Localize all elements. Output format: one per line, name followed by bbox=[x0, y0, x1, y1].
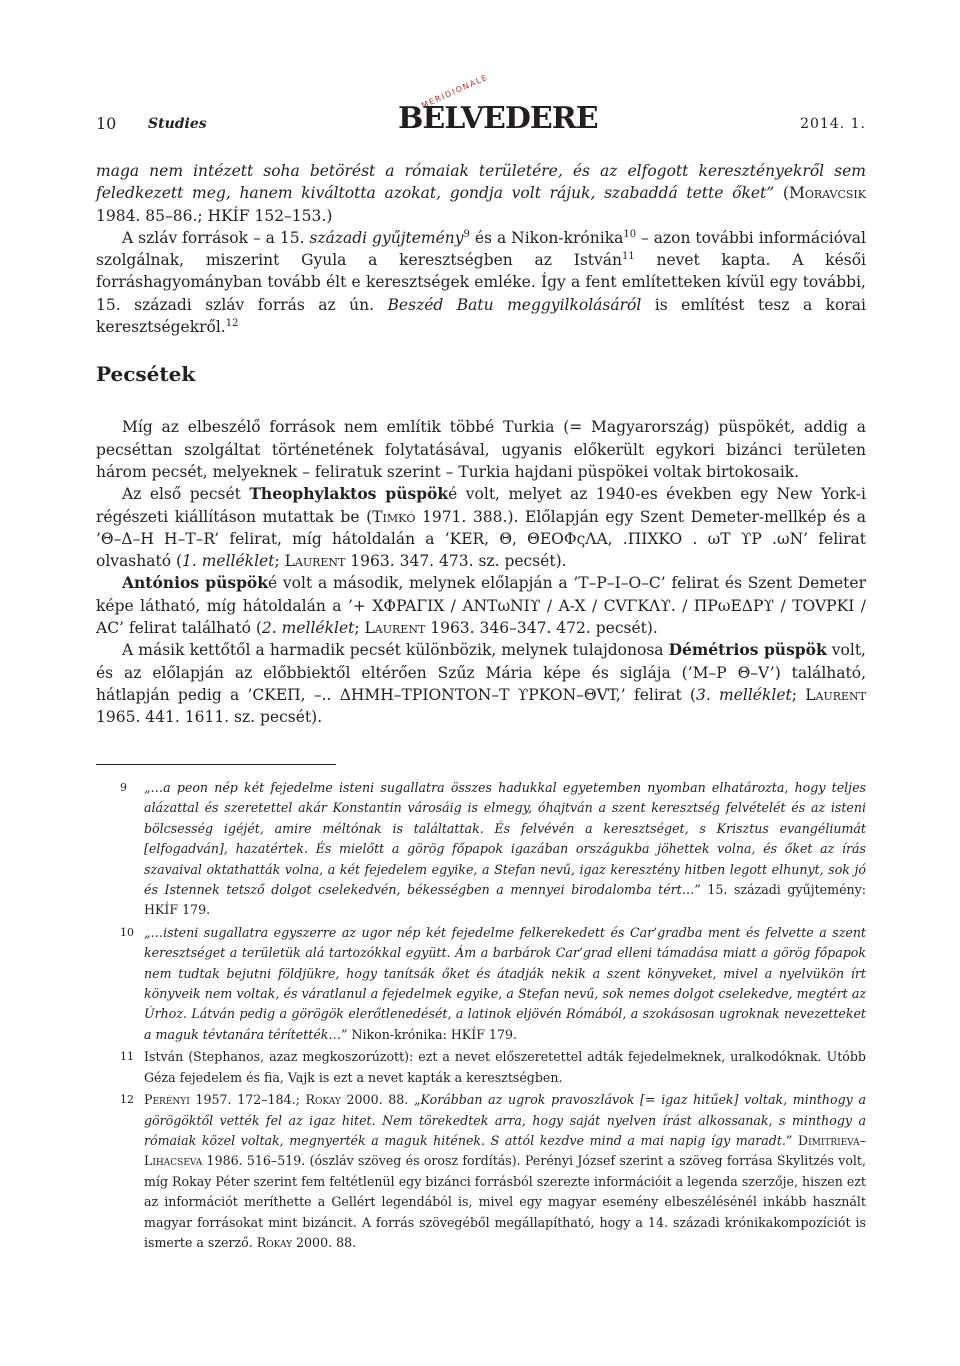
paragraph-5 bbox=[96, 572, 866, 639]
reference-author: Tιμκó bbox=[372, 507, 416, 526]
bold-name: Démétrios püspök bbox=[668, 640, 827, 660]
text-run: is említést tesz a korai keresztségekről. bbox=[96, 295, 866, 337]
paragraph-1: maga nem intézett soha betörést a rómaiak területére, és az elfogott keresztényekről sem feledkezett meg, hanem kiváltotta azokat, gondja volt rájuk, szabaddá tette őket” (Moravcsik 1984. 85–86.; HKÍF 152–153.) bbox=[96, 162, 866, 225]
footnote-number: 12 bbox=[120, 1093, 134, 1107]
reference-author: Laurent bbox=[364, 619, 426, 638]
footnote-number: 10 bbox=[120, 925, 134, 939]
reference-author: Moravcsik bbox=[788, 184, 866, 203]
footnote-text: 15. századi gyűjtemény: HKÍF 179. bbox=[144, 882, 866, 918]
source-title: Beszéd Batu meggyilkolásáról bbox=[387, 295, 642, 314]
text-run: ; bbox=[791, 685, 806, 704]
footnote-text: 1957. 172–184.; bbox=[189, 1092, 306, 1108]
running-header bbox=[96, 72, 866, 140]
footnote-ref[interactable]: 9 bbox=[463, 228, 470, 240]
reference-author: Laurent bbox=[805, 685, 866, 704]
footnote-quote: „Korábban az ugrok pravoszlávok [= igaz hitűek] voltak, minthogy a görögöktől vették fel az igaz hitet. Nem törekedtek arra, hogy saját nyelven írást alkossanak, s minthogy a rómaiak közel voltak, megnyerték a maguk hitének. S attól kezdve mind a mai napig így maradt.” bbox=[144, 1092, 866, 1148]
appendix-ref: 1. melléklet bbox=[182, 552, 275, 571]
text-run: A másik kettőtől a harmadik pecsét különbözik, melynek tulajdonosa bbox=[122, 641, 669, 660]
text-run: és a Nikon-krónika bbox=[469, 228, 624, 247]
source-title: századi gyűjtemény bbox=[309, 228, 464, 247]
footnote-quote: „…a peon nép két fejedelme isteni sugallatra összes hadukkal egyetemben nyomban elhatározta, hogy teljes alázattal és szeretettel akár Konstantin városáig is elmegy, óhajtván a szent keresztség felvételét és az isteni bölcsesség igéjét, amire méltónak is találtattak. És felvévén a keresztséget, s Krisztus evangéliumát [elfogadván], hazatértek. És mielőtt a görög főpapok igazában országukba jöhettek volna, és őket az írás szavaival oktathatták volna, a két fejedelem egyike, a Stefan nevű, igaz keresztény hitben legott elhunyt, sok jó és Istennek tetsző dolgot cselekedvén, békességben a mennyei birodalomba tért…” bbox=[144, 780, 866, 898]
reference-author: Laurent bbox=[284, 552, 346, 571]
footnote-number: 11 bbox=[120, 1050, 134, 1064]
text-run: 1971. 388.). Előlapján egy Szent Demeter-mellkép és a ’Θ–Δ–H H–T–R’ felirat, míg hátoldalán a ’KER, Θ, ΘEOΦςΛA, .ΠIXKO . ωT ϒP .ωN’ felirat olvasható ( bbox=[96, 507, 866, 571]
footnote-number: 9 bbox=[120, 781, 127, 794]
text-run: A szláv források – a 15. bbox=[122, 228, 310, 247]
text-run: ; bbox=[274, 552, 285, 571]
footnote-ref[interactable]: 12 bbox=[225, 317, 239, 329]
text-run: Az első pecsét bbox=[122, 485, 250, 504]
text-run: 1965. 441. 1611. sz. pecsét). bbox=[96, 708, 323, 727]
reference-author: Rokay bbox=[256, 1234, 293, 1250]
text-run: – azon további információval szolgálnak, miszerint Gyula a keresztségben az István bbox=[96, 228, 866, 270]
footnote-text: 2000. 88. bbox=[292, 1234, 357, 1250]
reference-text: 1984. 85–86.; HKÍF 152–153.) bbox=[96, 206, 333, 225]
footnote-11 bbox=[96, 1047, 866, 1088]
footnote-ref[interactable]: 10 bbox=[623, 228, 637, 240]
text-run: volt, és az előlapján az előbbiektől eltérően Szűz Mária képe és siglája (’M–P Θ–V’) található, hátlapján pedig a ’CKEΠ, –.. ΔHMH–TPIONTON–T ϒPKON–ΘVT,’ felirat ( bbox=[96, 641, 866, 704]
page-number: 10 bbox=[96, 114, 117, 133]
footnote-text: 2000. 88. bbox=[340, 1092, 415, 1108]
appendix-ref: 3. melléklet bbox=[695, 685, 792, 704]
text-run: é volt a második, melynek előlapján a ’T–P–I–O–C’ felirat és Szent Demeter képe látható, míg hátoldalán a ’+ XΦPAΓIX / ANTωNIϒ / A-X / CVΓKΛϒ. / ΠPωEΔPϒ / TOVPKI / AC’ felirat található ( bbox=[96, 574, 866, 638]
paragraph-2 bbox=[96, 227, 866, 338]
bold-name: Theophylaktos püspök bbox=[249, 484, 449, 504]
footnote-ref[interactable]: 11 bbox=[621, 251, 635, 263]
main-text bbox=[96, 160, 866, 729]
logo-subtext: MERIDIONALE bbox=[420, 72, 490, 111]
footnote-quote: „…isteni sugallatra egyszerre az ugor nép két fejedelme felkerekedett és Car’gradba ment és felvette a szent keresztséget a területük alá tartozókkal együtt. Ám a barbárok Car’grad elleni támadása miatt a görög főpapok nem tudtak bejutni földjükre, hogy tanítsák őket és átadják nekik a szent könyveket, mivel a nyelvükön írt könyveik nem voltak, és váratlanul a fejedelmek egyike, a Stefan nevű, sok nemes dolgot cselekedve, megtért az Úrhoz. Látván pedig a görögök elerőtlenedését, a latinok eljövén Rómából, a szokásosan ugroknak nevezetteket a maguk tévtanára térítették…” bbox=[144, 924, 866, 1042]
footnote-12 bbox=[96, 1090, 866, 1253]
reference-author: Rokay bbox=[305, 1092, 341, 1108]
footnote-text: 1986. 516–519. (ószláv szöveg és orosz fordítás). Perényi József szerint a szöveg forrása Skylitzés volt, míg Rokay Péter szerint fem feltétlenül egy bizánci forrásból szerezte információit a legenda szerzője, hiszen ezt az információt meríthette a Gellért legendából is, mivel egy magyar esemény elbeszélésénél inkább használt magyar forrásokat mint bizáncit. A forrás szövegéből megállapítható, hogy a 14. századi krónikakompozíciót is ismerte a szerző. bbox=[144, 1153, 866, 1250]
footnotes bbox=[96, 778, 866, 1253]
text-run: é volt, melyet az 1940-es években egy New York-i régészeti kiállításon mutattak be ( bbox=[96, 485, 866, 526]
section-label: Studies bbox=[148, 116, 207, 132]
paragraph-6 bbox=[96, 639, 866, 728]
footnote-text: István (Stephanos, azaz megkoszorúzott): ezt a nevet előszeretettel adták fejedelmeknek, uralkodóknak. Utóbb Géza fejedelem és fia, Vajk is ezt a nevet kapták a keresztségben. bbox=[144, 1049, 866, 1085]
appendix-ref: 2. melléklet bbox=[261, 619, 355, 638]
bold-name: Antónios püspök bbox=[122, 573, 268, 593]
footnote-10 bbox=[96, 923, 866, 1045]
text-run: nevet kapta. A késői forráshagyományban tovább élt e keresztségek emléke. Így a fent említetteken kívül egy további, 15. századi szláv forrás az ún. bbox=[96, 251, 866, 314]
quote-text: maga nem intézett soha betörést a rómaiak területére, és az elfogott keresztényekről sem feledkezett meg, hanem kiváltotta azokat, gondja volt rájuk, szabaddá tette őket” bbox=[96, 162, 866, 203]
reference-author: Perényi bbox=[144, 1092, 190, 1108]
footnote-divider bbox=[96, 764, 336, 765]
logo-text: BELVEDERE bbox=[398, 101, 598, 136]
text-run: ; bbox=[354, 619, 365, 638]
section-heading: Pecsétek bbox=[96, 362, 196, 387]
text-run: 1963. 346–347. 472. pecsét). bbox=[425, 619, 658, 638]
reference-author: Dimitrieva–Lihacseva bbox=[144, 1132, 866, 1169]
footnote-9 bbox=[96, 778, 866, 921]
text-run: 1963. 347. 473. sz. pecsét). bbox=[345, 552, 567, 571]
journal-logo bbox=[398, 72, 598, 138]
footnote-text: Nikon-krónika: HKÍF 179. bbox=[347, 1026, 517, 1042]
issue-label: 2014. 1. bbox=[800, 116, 866, 132]
paragraph-3: Míg az elbeszélő források nem említik többé Turkia (= Magyarország) püspökét, addig a pecséttan szolgáltat történetének folytatásával, ugyanis előkerült egykori bizánci területen három pecsét, melyeknek – feliratuk szerint – Turkia hajdani püspökei voltak birtokosaik. bbox=[96, 418, 866, 481]
paragraph-4 bbox=[96, 483, 866, 572]
